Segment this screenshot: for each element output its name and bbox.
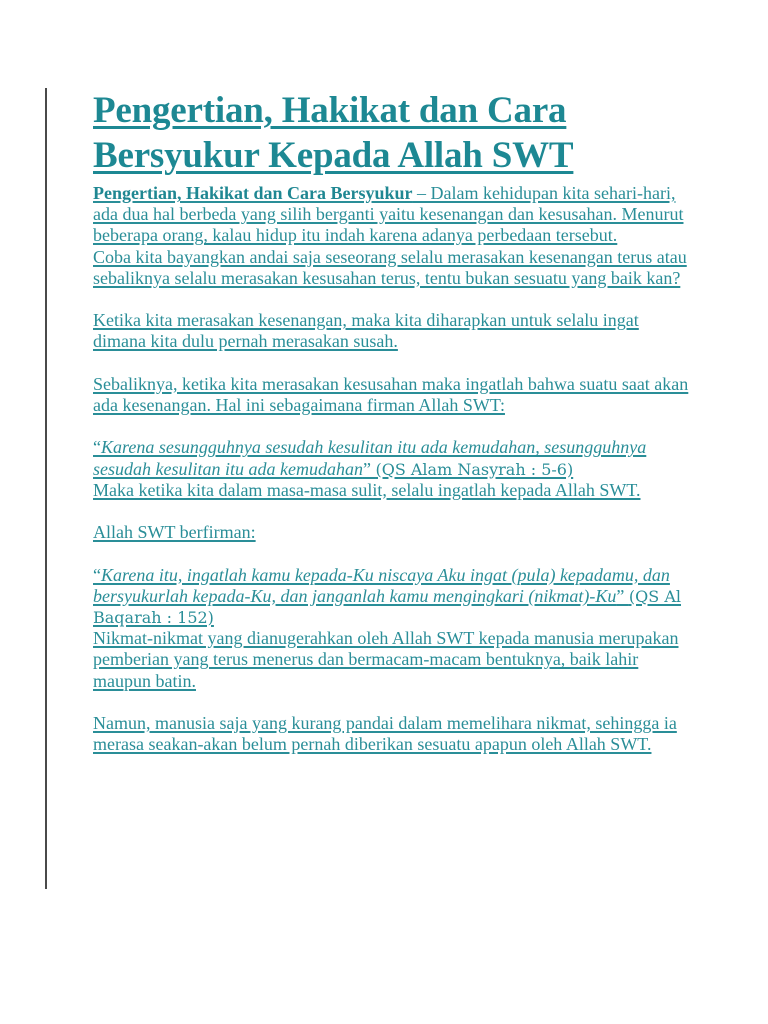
quote-open-mark: “: [93, 564, 101, 585]
quote-close-mark: ”: [616, 585, 629, 606]
quote-al-baqarah[interactable]: [93, 565, 693, 629]
article-body: [93, 183, 693, 755]
spacer: [93, 692, 693, 713]
paragraph-8[interactable]: Namun, manusia saja yang kurang pandai dalam memelihara nikmat, sehingga ia merasa seakan-akan belum pernah diberikan sesuatu apapun oleh Allah SWT.: [93, 712, 677, 755]
page-title[interactable]: Pengertian, Hakikat dan Cara Bersyukur Kepada Allah SWT: [93, 90, 574, 176]
paragraph-6[interactable]: Allah SWT berfirman:: [93, 522, 256, 543]
spacer: [93, 501, 693, 522]
paragraph-4[interactable]: Sebaliknya, ketika kita merasakan kesusahan maka ingatlah bahwa suatu saat akan ada kesenangan. Hal ini sebagaimana firman Allah SWT:: [93, 373, 689, 415]
paragraph-7[interactable]: Nikmat-nikmat yang dianugerahkan oleh Allah SWT kepada manusia merupakan pemberian yang terus menerus dan bermacam-macam bentuknya, baik lahir maupun batin.: [93, 628, 679, 691]
intro-bold-lead: Pengertian, Hakikat dan Cara Bersyukur: [93, 183, 413, 203]
quote-text: Karena sesungguhnya sesudah kesulitan itu ada kemudahan, sesungguhnya sesudah kesulitan itu ada kemudahan: [93, 437, 647, 479]
quote-reference: (QS Al Baqarah : 152): [93, 586, 681, 627]
quote-close-mark: ”: [362, 458, 376, 479]
quote-open-mark: “: [93, 437, 101, 458]
spacer: [93, 543, 693, 564]
paragraph-3[interactable]: Ketika kita merasakan kesenangan, maka kita diharapkan untuk selalu ingat dimana kita dulu pernah merasakan susah.: [93, 310, 639, 352]
page-margin-line: [45, 88, 47, 889]
intro-text: – Dalam kehidupan kita sehari-hari, ada dua hal berbeda yang silih berganti yaitu kesenangan dan kesusahan. Menurut beberapa orang, kalau hidup itu indah karena adanya perbedaan tersebut.: [93, 183, 684, 246]
spacer: [93, 289, 693, 310]
quote-alam-nasyrah[interactable]: [93, 437, 693, 479]
document-page: [93, 88, 693, 755]
paragraph-5[interactable]: Maka ketika kita dalam masa-masa sulit, selalu ingatlah kepada Allah SWT.: [93, 479, 641, 500]
intro-paragraph[interactable]: [93, 183, 693, 247]
paragraph-2[interactable]: Coba kita bayangkan andai saja seseorang selalu merasakan kesenangan terus atau sebaliknya selalu merasakan kesusahan terus, tentu bukan sesuatu yang baik kan?: [93, 246, 687, 288]
quote-reference: (QS Alam Nasyrah : 5-6): [375, 459, 574, 479]
spacer: [93, 353, 693, 374]
spacer: [93, 416, 693, 437]
quote-text: Karena itu, ingatlah kamu kepada-Ku niscaya Aku ingat (pula) kepadamu, dan bersyukurlah kepada-Ku, dan janganlah kamu mengingkari (nikmat)-Ku: [93, 564, 670, 606]
